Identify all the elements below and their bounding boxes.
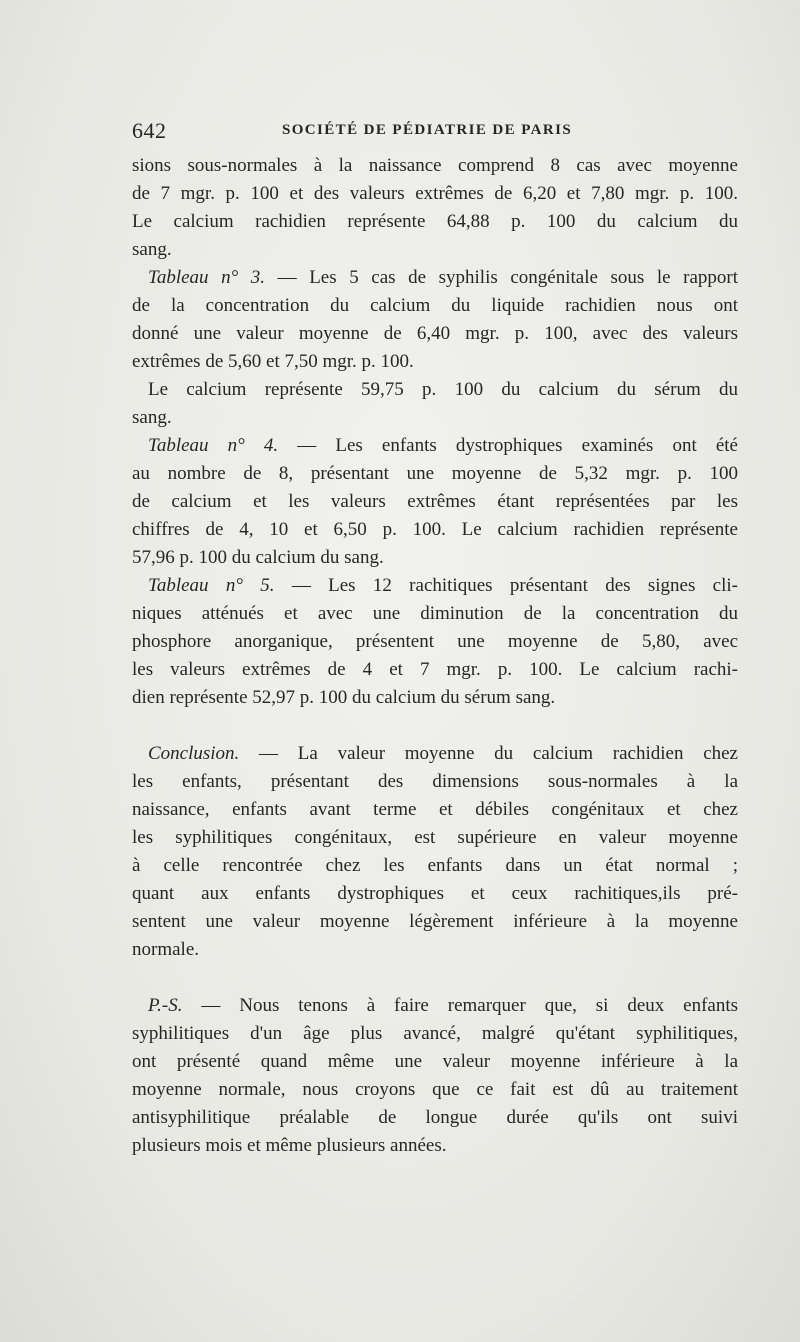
- text-line: [132, 292, 738, 320]
- italic-heading: Conclusion.: [148, 743, 240, 764]
- text-segment: plusieurs mois et même plusieurs années.: [132, 1135, 447, 1156]
- text-line: [132, 348, 738, 376]
- italic-heading: Tableau n° 3.: [148, 267, 266, 288]
- text-segment: — Les 12 rachitiques présentant des signes cli-: [274, 575, 739, 596]
- text-segment: de la concentration du calcium du liquide rachidien nous ont: [132, 295, 738, 316]
- text-segment: normale.: [132, 939, 200, 960]
- text-line: [132, 768, 738, 796]
- text-segment: sang.: [132, 407, 172, 428]
- text-segment: ont présenté quand même une valeur moyenne inférieure à la: [132, 1051, 738, 1072]
- text-line: [132, 516, 738, 544]
- text-line: [132, 936, 738, 964]
- text-segment: antisyphilitique préalable de longue durée qu'ils ont suivi: [132, 1107, 738, 1128]
- text-line: [132, 600, 738, 628]
- text-line: [132, 572, 738, 600]
- text-segment: 57,96 p. 100 du calcium du sang.: [132, 547, 384, 568]
- text-segment: niques atténués et avec une diminution de la concentration du: [132, 603, 738, 624]
- text-segment: les syphilitiques congénitaux, est supérieure en valeur moyenne: [132, 827, 738, 848]
- text-segment: quant aux enfants dystrophiques et ceux rachitiques,ils pré-: [132, 883, 738, 904]
- text-line: [132, 880, 738, 908]
- italic-heading: Tableau n° 4.: [148, 435, 279, 456]
- text-line: [132, 460, 738, 488]
- text-segment: sions sous-normales à la naissance comprend 8 cas avec moyenne: [132, 155, 738, 176]
- text-segment: — Les 5 cas de syphilis congénitale sous le rapport: [265, 267, 739, 288]
- running-title: SOCIÉTÉ DE PÉDIATRIE DE PARIS: [282, 122, 573, 138]
- text-line: [132, 796, 738, 824]
- text-segment: Le calcium représente 59,75 p. 100 du calcium du sérum du: [148, 379, 738, 400]
- text-segment: extrêmes de 5,60 et 7,50 mgr. p. 100.: [132, 351, 414, 372]
- text-segment: — Les enfants dystrophiques examinés ont été: [278, 435, 738, 456]
- text-line: [132, 432, 738, 460]
- text-segment: sentent une valeur moyenne légèrement inférieure à la moyenne: [132, 911, 738, 932]
- text-segment: phosphore anorganique, présentent une moyenne de 5,80, avec: [132, 631, 738, 652]
- text-segment: sang.: [132, 239, 172, 260]
- text-segment: au nombre de 8, présentant une moyenne de 5,32 mgr. p. 100: [132, 463, 738, 484]
- text-segment: de 7 mgr. p. 100 et des valeurs extrêmes de 6,20 et 7,80 mgr. p. 100.: [132, 183, 738, 204]
- text-segment: Le calcium rachidien représente 64,88 p. 100 du calcium du: [132, 211, 738, 232]
- text-segment: — Nous tenons à faire remarquer que, si deux enfants: [182, 995, 738, 1016]
- text-segment: les valeurs extrêmes de 4 et 7 mgr. p. 100. Le calcium rachi-: [132, 659, 738, 680]
- body-text: [132, 152, 738, 1160]
- text-segment: chiffres de 4, 10 et 6,50 p. 100. Le calcium rachidien représente: [132, 519, 738, 540]
- text-line: [132, 320, 738, 348]
- text-line: [132, 488, 738, 516]
- text-line: [132, 628, 738, 656]
- page-header: [132, 118, 738, 148]
- text-line: [132, 236, 738, 264]
- text-line: [132, 908, 738, 936]
- text-line: [132, 824, 738, 852]
- text-line: [132, 404, 738, 432]
- text-line: [132, 656, 738, 684]
- text-line: [132, 376, 738, 404]
- text-segment: donné une valeur moyenne de 6,40 mgr. p. 100, avec des valeurs: [132, 323, 738, 344]
- text-segment: de calcium et les valeurs extrêmes étant représentées par les: [132, 491, 738, 512]
- paragraph-gap: [132, 964, 738, 992]
- italic-heading: P.-S.: [148, 995, 183, 1016]
- text-line: [132, 684, 738, 712]
- text-segment: syphilitiques d'un âge plus avancé, malgré qu'étant syphilitiques,: [132, 1023, 738, 1044]
- text-segment: à celle rencontrée chez les enfants dans un état normal ;: [132, 855, 738, 876]
- text-segment: moyenne normale, nous croyons que ce fait est dû au traitement: [132, 1079, 738, 1100]
- text-line: [132, 264, 738, 292]
- text-line: [132, 1132, 738, 1160]
- text-line: [132, 544, 738, 572]
- page-number: 642: [132, 118, 167, 143]
- text-line: [132, 152, 738, 180]
- text-line: [132, 1020, 738, 1048]
- text-line: [132, 208, 738, 236]
- text-line: [132, 852, 738, 880]
- italic-heading: Tableau n° 5.: [148, 575, 275, 596]
- text-line: [132, 1104, 738, 1132]
- text-line: [132, 740, 738, 768]
- text-line: [132, 992, 738, 1020]
- text-line: [132, 180, 738, 208]
- text-segment: les enfants, présentant des dimensions sous-normales à la: [132, 771, 738, 792]
- text-line: [132, 1076, 738, 1104]
- paragraph-gap: [132, 712, 738, 740]
- text-segment: — La valeur moyenne du calcium rachidien chez: [239, 743, 738, 764]
- text-segment: naissance, enfants avant terme et débiles congénitaux et chez: [132, 799, 738, 820]
- text-segment: dien représente 52,97 p. 100 du calcium du sérum sang.: [132, 687, 556, 708]
- text-line: [132, 1048, 738, 1076]
